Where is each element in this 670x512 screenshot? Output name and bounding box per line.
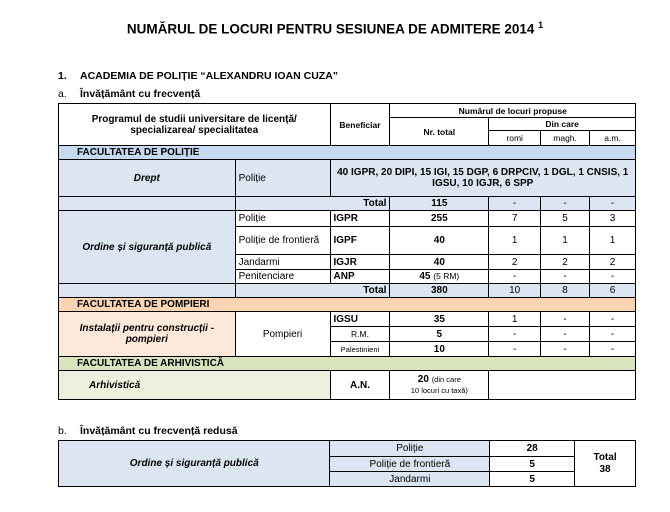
table-cell xyxy=(390,371,489,400)
spec-politie: Poliție xyxy=(235,160,330,197)
text: 45 xyxy=(419,271,431,282)
header-nr-total: Nr. total xyxy=(390,118,489,146)
spec-frontiera: Poliție de frontieră xyxy=(235,227,330,255)
table-cell: 40 xyxy=(390,227,489,255)
faculty-pompieri-heading: FACULTATEA DE POMPIERI xyxy=(59,298,636,312)
spec-penitenciare: Penitenciare xyxy=(235,270,330,284)
text: Învățământ cu frecvență redusă xyxy=(80,425,238,437)
table-cell: IGJR xyxy=(330,255,390,270)
text: a. xyxy=(58,88,67,100)
ordine-total: 380 xyxy=(390,284,489,298)
text: 38 xyxy=(599,463,611,475)
program-instalatii: Instalații pentru construcții - pompieri xyxy=(59,312,236,357)
table-cell: - xyxy=(590,327,636,342)
table-cell: 10 xyxy=(489,284,541,298)
table-cell: - xyxy=(489,270,541,284)
subsection-b-heading xyxy=(58,425,238,437)
text: 10 locuri cu taxă) xyxy=(410,386,468,395)
text: Total xyxy=(593,451,617,463)
table-cell: - xyxy=(541,327,590,342)
table-cell xyxy=(59,284,236,298)
table-cell: 1 xyxy=(590,227,636,255)
page-title xyxy=(0,20,670,37)
header-romi: romi xyxy=(489,131,541,146)
table-cell xyxy=(59,197,236,211)
faculty-arhivistica-heading: FACULTATEA DE ARHIVISTICĂ xyxy=(59,357,636,371)
table-cell: - xyxy=(590,270,636,284)
redusa-program: Ordine și siguranță publică xyxy=(59,441,330,487)
table-cell: 35 xyxy=(390,312,489,327)
table-cell: 8 xyxy=(541,284,590,298)
table-cell: - xyxy=(489,327,541,342)
text: NUMĂRUL DE LOCURI PENTRU SESIUNEA DE ADMITERE 2014 xyxy=(126,21,535,37)
table-cell: IGPF xyxy=(330,227,390,255)
drept-total-label: Total xyxy=(235,197,390,211)
footnote-marker: 1 xyxy=(538,20,544,30)
table-cell: 1 xyxy=(541,227,590,255)
header-propuse: Numărul de locuri propuse xyxy=(390,104,636,118)
text: Învățământ cu frecvență xyxy=(80,88,201,100)
header-din-care: Din care xyxy=(489,118,636,131)
header-am: a.m. xyxy=(590,131,636,146)
table-cell: IGSU xyxy=(330,312,390,327)
table-cell: 2 xyxy=(590,255,636,270)
table-cell: 5 xyxy=(390,327,489,342)
text: (din care xyxy=(431,375,461,384)
table-cell: - xyxy=(489,342,541,357)
text: (5 RM) xyxy=(433,271,460,281)
header-program: Programul de studii universitare de licență/ specializarea/ specialitatea xyxy=(59,104,331,146)
table-cell: - xyxy=(541,197,590,211)
table-cell: IGPR xyxy=(330,211,390,227)
header-magh: magh. xyxy=(541,131,590,146)
spec-pompieri: Pompieri xyxy=(235,312,330,357)
table-cell: 2 xyxy=(541,255,590,270)
ordine-total-label: Total xyxy=(235,284,390,298)
table-cell: Palestinieni xyxy=(330,342,390,357)
drept-distribution: 40 IGPR, 20 DIPI, 15 IGI, 15 DGP, 6 DRPCIV, 1 DGL, 1 CNSIS, 1 IGSU, 10 IGJR, 6 SPP xyxy=(330,160,636,197)
table-cell: - xyxy=(541,342,590,357)
table-cell: 6 xyxy=(590,284,636,298)
table-cell xyxy=(489,371,636,400)
text: b. xyxy=(58,425,67,437)
table-cell: 255 xyxy=(390,211,489,227)
table-cell: - xyxy=(590,342,636,357)
table-cell: Poliție xyxy=(330,441,490,457)
text: ACADEMIA DE POLIȚIE “ALEXANDRU IOAN CUZA” xyxy=(80,70,339,82)
table-cell: 28 xyxy=(490,441,575,457)
reduced-table xyxy=(58,440,636,487)
text: 20 xyxy=(417,374,429,385)
table-cell: - xyxy=(541,312,590,327)
drept-total: 115 xyxy=(390,197,489,211)
subsection-a-heading xyxy=(58,88,200,100)
spec-jandarmi: Jandarmi xyxy=(235,255,330,270)
table-cell: 1 xyxy=(489,227,541,255)
table-cell: R.M. xyxy=(330,327,390,342)
table-cell: - xyxy=(541,270,590,284)
admission-table xyxy=(58,103,636,400)
program-drept: Drept xyxy=(59,160,236,197)
program-arhivistica: Arhivistică xyxy=(59,371,331,400)
table-cell: 5 xyxy=(490,457,575,472)
table-cell: 7 xyxy=(489,211,541,227)
table-cell: ANP xyxy=(330,270,390,284)
section-heading xyxy=(58,70,338,82)
table-cell: 10 xyxy=(390,342,489,357)
program-ordine: Ordine și siguranță publică xyxy=(59,211,236,284)
table-cell: - xyxy=(590,197,636,211)
table-cell: Poliție de frontieră xyxy=(330,457,490,472)
table-cell: Jandarmi xyxy=(330,472,490,487)
table-cell: 5 xyxy=(490,472,575,487)
table-cell: 40 xyxy=(390,255,489,270)
table-cell xyxy=(390,270,489,284)
table-cell: 1 xyxy=(489,312,541,327)
table-cell: A.N. xyxy=(330,371,390,400)
faculty-politie-heading: FACULTATEA DE POLIȚIE xyxy=(59,146,636,160)
table-cell: 5 xyxy=(541,211,590,227)
table-cell: - xyxy=(590,312,636,327)
table-cell xyxy=(575,441,636,487)
table-cell: 3 xyxy=(590,211,636,227)
text: 1. xyxy=(58,70,67,82)
table-cell: - xyxy=(489,197,541,211)
table-cell: 2 xyxy=(489,255,541,270)
spec-politie-ordine: Poliție xyxy=(235,211,330,227)
header-beneficiar: Beneficiar xyxy=(330,104,390,146)
